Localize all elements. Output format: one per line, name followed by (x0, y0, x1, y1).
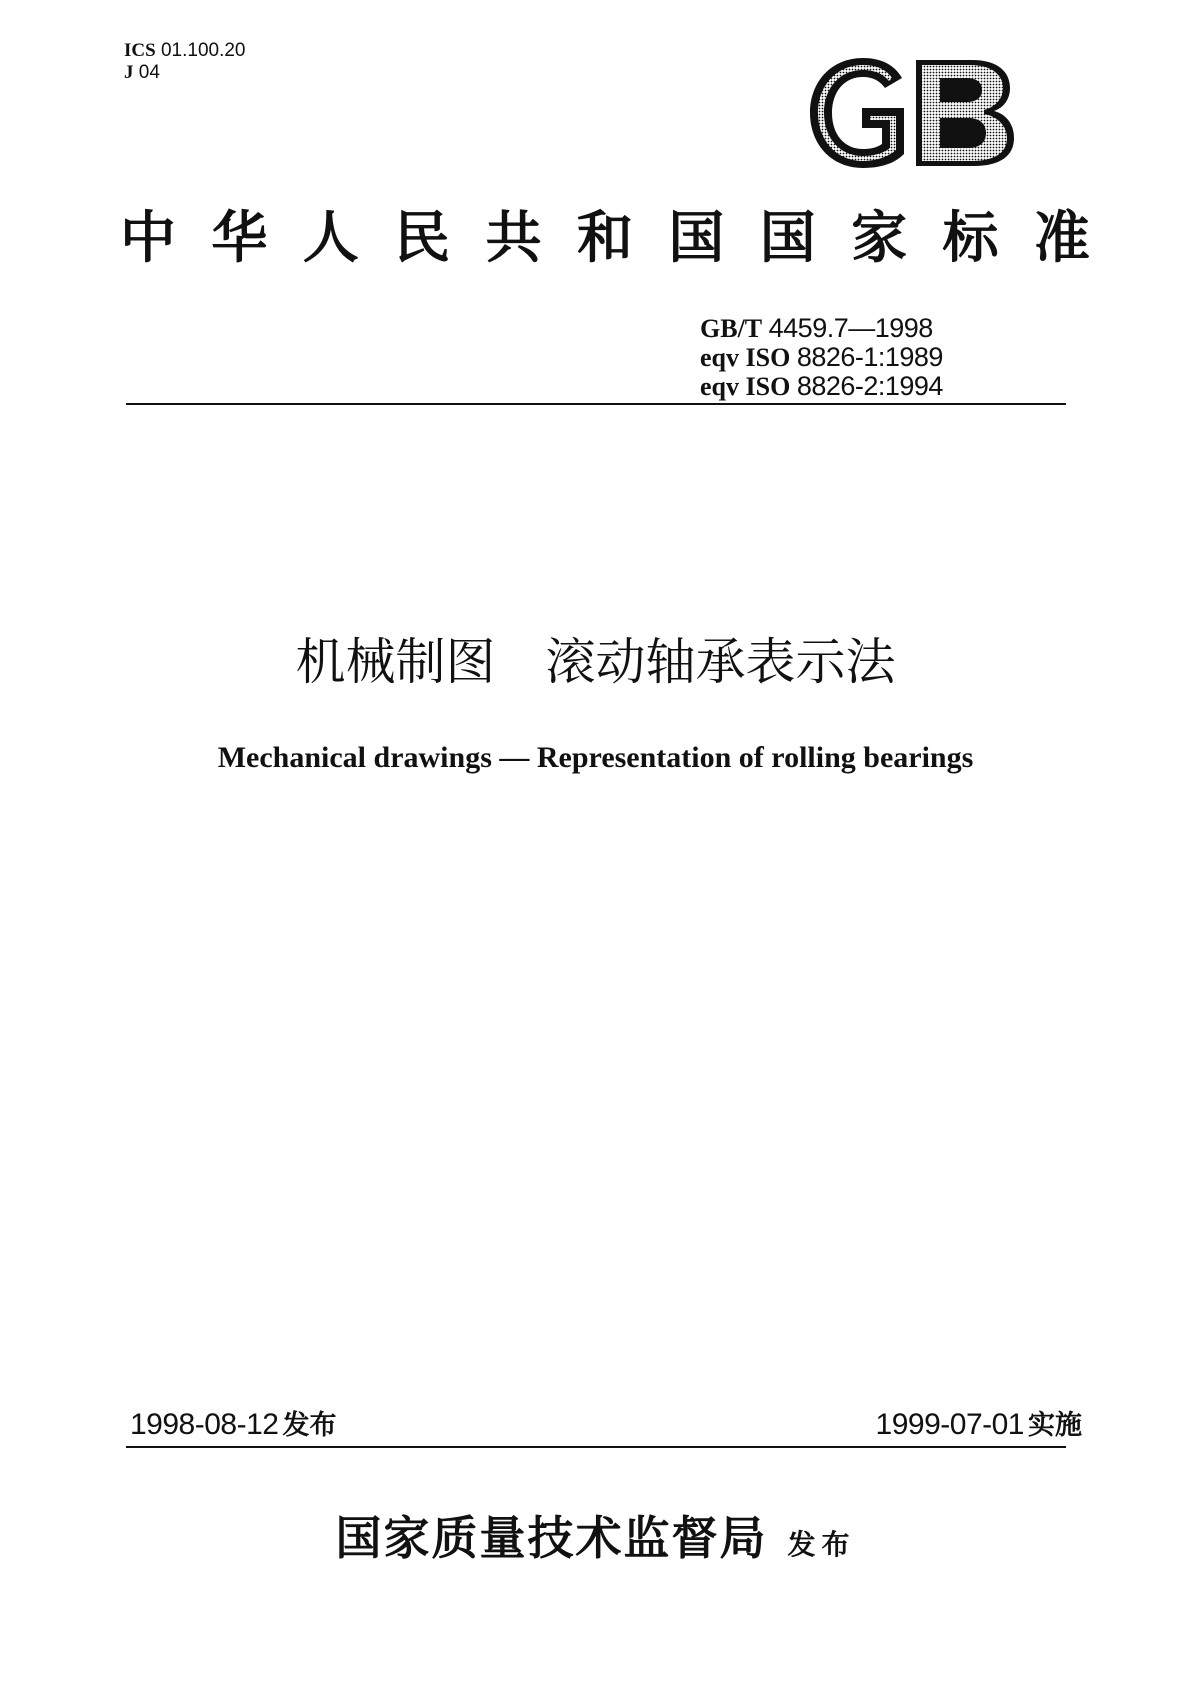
class-label: J (124, 62, 134, 83)
effective-date-label: 实施 (1028, 1410, 1082, 1441)
issue-date (130, 1407, 336, 1444)
national-standard-title (120, 205, 1090, 271)
logo-letter-b (916, 60, 1014, 166)
title-char: 家 (851, 205, 908, 271)
standard-number-row (700, 343, 1100, 372)
ics-label: ICS (124, 40, 156, 61)
title-char: 国 (668, 205, 725, 271)
document-title-english: Mechanical drawings — Representation of rolling bearings (217, 741, 974, 774)
publisher-name: 国家质量技术监督局 (335, 1511, 768, 1565)
document-title-chinese: 机械制图 滚动轴承表示法 (295, 633, 896, 691)
standard-number: 4459.7—1998 (768, 313, 933, 343)
standard-numbers (700, 314, 1100, 401)
ics-code: 01.100.20 (160, 40, 246, 61)
standard-number: 8826-2:1994 (796, 371, 943, 401)
title-char: 和 (576, 205, 633, 271)
effective-date (876, 1407, 1082, 1444)
standard-prefix: eqv ISO (700, 372, 791, 401)
title-char: 共 (485, 205, 542, 271)
standard-number-row (700, 372, 1100, 401)
standard-number: 8826-1:1989 (796, 342, 943, 372)
title-char: 中 (120, 205, 176, 271)
effective-date-value: 1999-07-01 (875, 1408, 1024, 1441)
logo-letter-g (810, 58, 904, 168)
title-char: 准 (1033, 205, 1090, 271)
title-char: 华 (211, 205, 268, 271)
class-line (124, 62, 246, 84)
classification-codes (124, 40, 246, 84)
footer-rule (126, 1446, 1066, 1448)
title-char: 人 (302, 205, 359, 271)
title-char: 标 (942, 205, 999, 271)
gb-logo (806, 56, 1016, 170)
publisher-action: 发布 (787, 1528, 856, 1561)
standard-prefix: eqv ISO (700, 343, 791, 372)
standard-prefix: GB/T (700, 314, 763, 343)
header-rule (126, 403, 1066, 405)
issue-date-label: 发布 (282, 1410, 337, 1441)
standard-number-row (700, 314, 1100, 343)
publisher (0, 1502, 1191, 1568)
issue-date-value: 1998-08-12 (130, 1408, 279, 1441)
title-char: 民 (394, 205, 451, 271)
class-code: 04 (138, 62, 160, 83)
title-char: 国 (759, 205, 816, 271)
ics-line (124, 40, 246, 62)
